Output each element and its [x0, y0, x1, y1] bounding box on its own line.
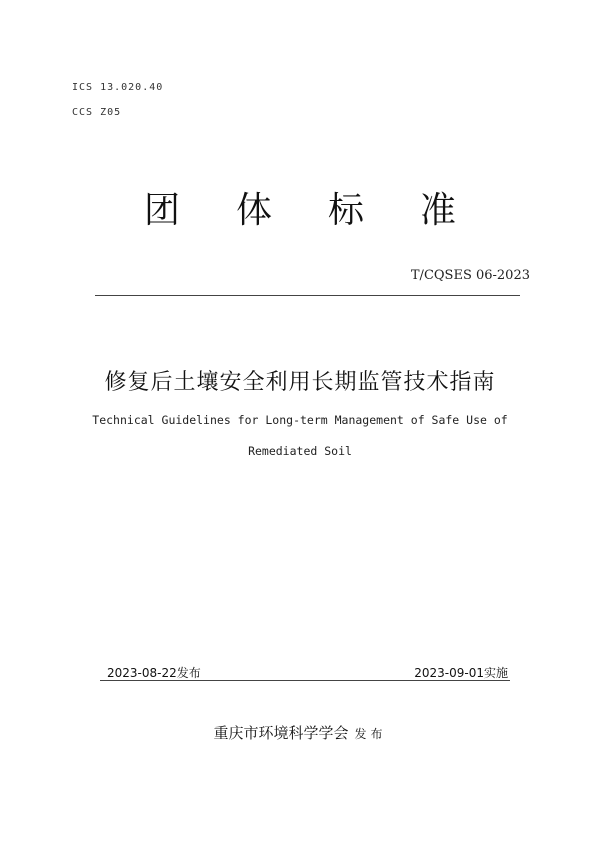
publisher-name: 重庆市环境科学学会 [213, 724, 349, 742]
top-divider [95, 295, 520, 296]
document-title-en-line1: Technical Guidelines for Long-term Management of Safe Use of [92, 413, 508, 427]
bottom-divider [100, 680, 510, 681]
standard-number: T/CQSES 06-2023 [410, 268, 530, 283]
main-title: 团体标准 [143, 190, 512, 231]
ccs-code: CCS Z05 [72, 107, 122, 118]
ics-code: ICS 13.020.40 [72, 82, 164, 93]
publisher-action: 发布 [354, 727, 387, 741]
implement-date: 2023-09-01实施 [414, 666, 508, 680]
document-title-cn: 修复后土壤安全利用长期监管技术指南 [104, 370, 496, 395]
document-title-en-line2: Remediated Soil [248, 444, 352, 458]
publisher-line [0, 722, 600, 743]
publish-date: 2023-08-22发布 [107, 666, 201, 680]
